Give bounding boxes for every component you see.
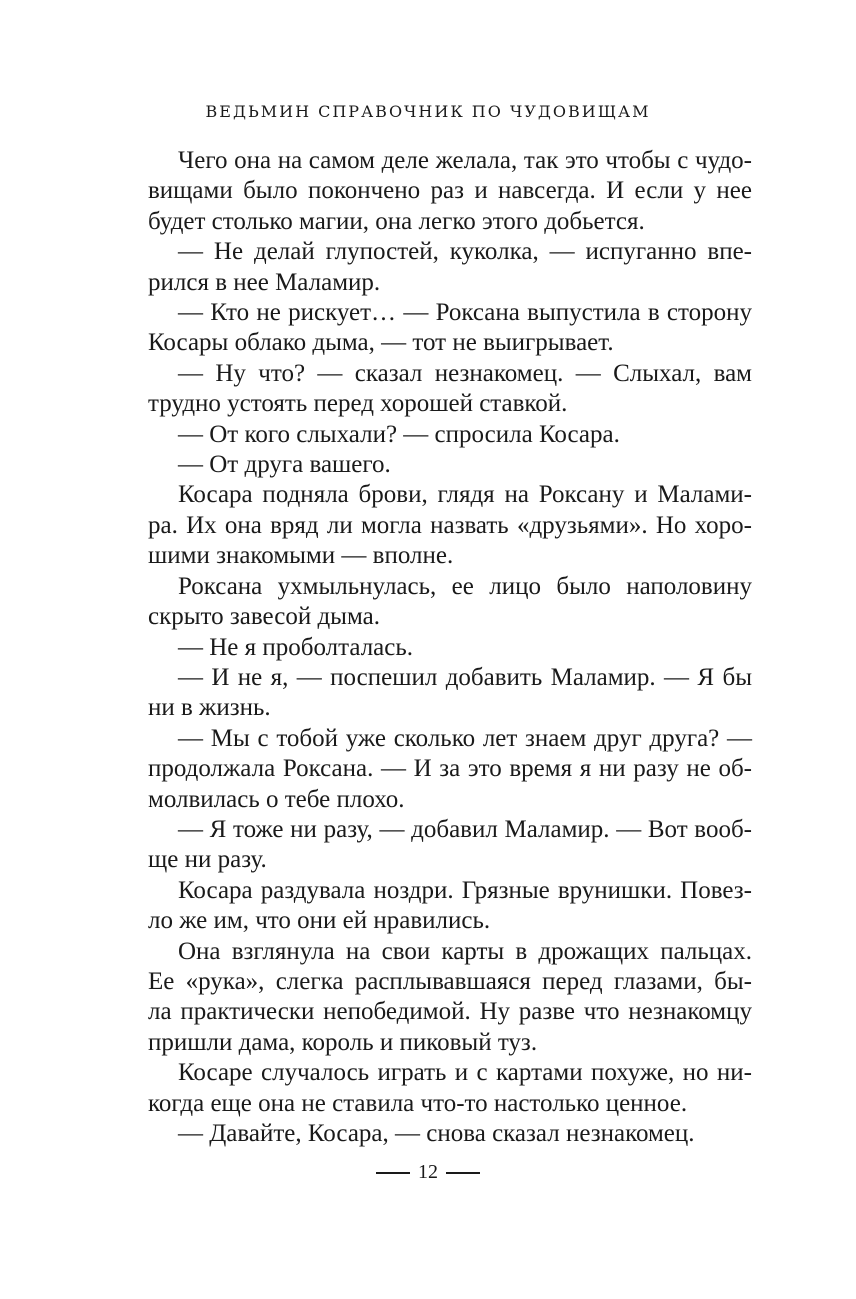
text-line: — Не делай глупостей, куколка, — испуганно впе- bbox=[178, 238, 752, 266]
text-line: продолжала Роксана. — И за это время я ни разу не об- bbox=[148, 755, 752, 783]
text-line: скрыто завесой дыма. bbox=[148, 603, 380, 631]
text-line: — Ну что? — сказал незнакомец. — Слыхал, вам bbox=[178, 359, 752, 387]
folio-rule-right bbox=[446, 1172, 480, 1174]
paragraph bbox=[148, 1058, 752, 1119]
paragraph bbox=[148, 633, 752, 663]
text-line: — От кого слыхали? — спросила Косара. bbox=[178, 420, 620, 448]
paragraph bbox=[148, 146, 752, 237]
text-line: Роксана ухмыльнулась, ее лицо было наполовину bbox=[178, 572, 752, 600]
text-line: — Мы с тобой уже сколько лет знаем друг друга? — bbox=[178, 724, 752, 752]
folio-rule-left bbox=[376, 1172, 410, 1174]
paragraph bbox=[148, 937, 752, 1059]
text-line: — Не я проболталась. bbox=[178, 633, 414, 661]
text-line: вищами было покончено раз и навсегда. И если у нее bbox=[148, 177, 752, 205]
text-line: шими знакомыми — вполне. bbox=[148, 542, 454, 570]
text-line: Она взглянула на свои карты в дрожащих пальцах. bbox=[178, 937, 752, 965]
text-line: Чего она на самом деле желала, так это чтобы с чудо- bbox=[178, 147, 752, 174]
paragraph bbox=[148, 450, 752, 480]
paragraph bbox=[148, 420, 752, 450]
text-line: молвилась о тебе плохо. bbox=[148, 785, 405, 813]
text-line: ще ни разу. bbox=[148, 846, 267, 874]
paragraph bbox=[148, 480, 752, 571]
text-line: Косаре случалось играть и с картами похуже, но ни- bbox=[178, 1059, 752, 1087]
running-header: ВЕДЬМИН СПРАВОЧНИК ПО ЧУДОВИЩАМ bbox=[205, 102, 651, 121]
text-line: рился в нее Маламир. bbox=[148, 268, 381, 296]
page-number bbox=[0, 1160, 856, 1184]
text-line: Косара раздувала ноздри. Грязные врунишки. Повез- bbox=[178, 876, 752, 904]
text-line: — И не я, — поспешил добавить Маламир. — Я бы bbox=[178, 663, 752, 691]
paragraph bbox=[148, 359, 752, 420]
text-line: ни в жизнь. bbox=[148, 694, 271, 722]
paragraph bbox=[148, 876, 752, 937]
paragraph bbox=[148, 724, 752, 815]
paragraph bbox=[148, 237, 752, 298]
text-line: Косара подняла брови, глядя на Роксану и Малами- bbox=[178, 481, 752, 509]
body-text bbox=[148, 146, 752, 1149]
paragraph bbox=[148, 1119, 752, 1149]
paragraph bbox=[148, 298, 752, 359]
text-line: будет столько магии, она легко этого добьется. bbox=[148, 207, 645, 235]
paragraph bbox=[148, 815, 752, 876]
paragraph bbox=[148, 663, 752, 724]
text-line: Косары облако дыма, — тот не выигрывает. bbox=[148, 329, 614, 357]
paragraph bbox=[148, 572, 752, 633]
text-line: — Я тоже ни разу, — добавил Маламир. — Вот вооб- bbox=[178, 815, 752, 843]
page-number-text: 12 bbox=[418, 1161, 438, 1183]
text-line: — От друга вашего. bbox=[178, 451, 391, 479]
text-line: ла практически непобедимой. Ну разве что незнакомцу bbox=[148, 998, 752, 1026]
text-line: — Кто не рискует… — Роксана выпустила в сторону bbox=[178, 299, 752, 327]
text-line: когда еще она не ставила что-то настолько ценное. bbox=[148, 1089, 688, 1117]
text-line: — Давайте, Косара, — снова сказал незнакомец. bbox=[178, 1120, 695, 1147]
text-line: ло же им, что они ей нравились. bbox=[148, 907, 491, 935]
text-line: трудно устоять перед хорошей ставкой. bbox=[148, 390, 568, 418]
text-line: Ее «рука», слегка расплывавшаяся перед глазами, бы- bbox=[148, 967, 752, 995]
text-line: ра. Их она вряд ли могла назвать «друзьями». Но хоро- bbox=[148, 511, 752, 539]
text-line: пришли дама, король и пиковый туз. bbox=[148, 1028, 538, 1056]
